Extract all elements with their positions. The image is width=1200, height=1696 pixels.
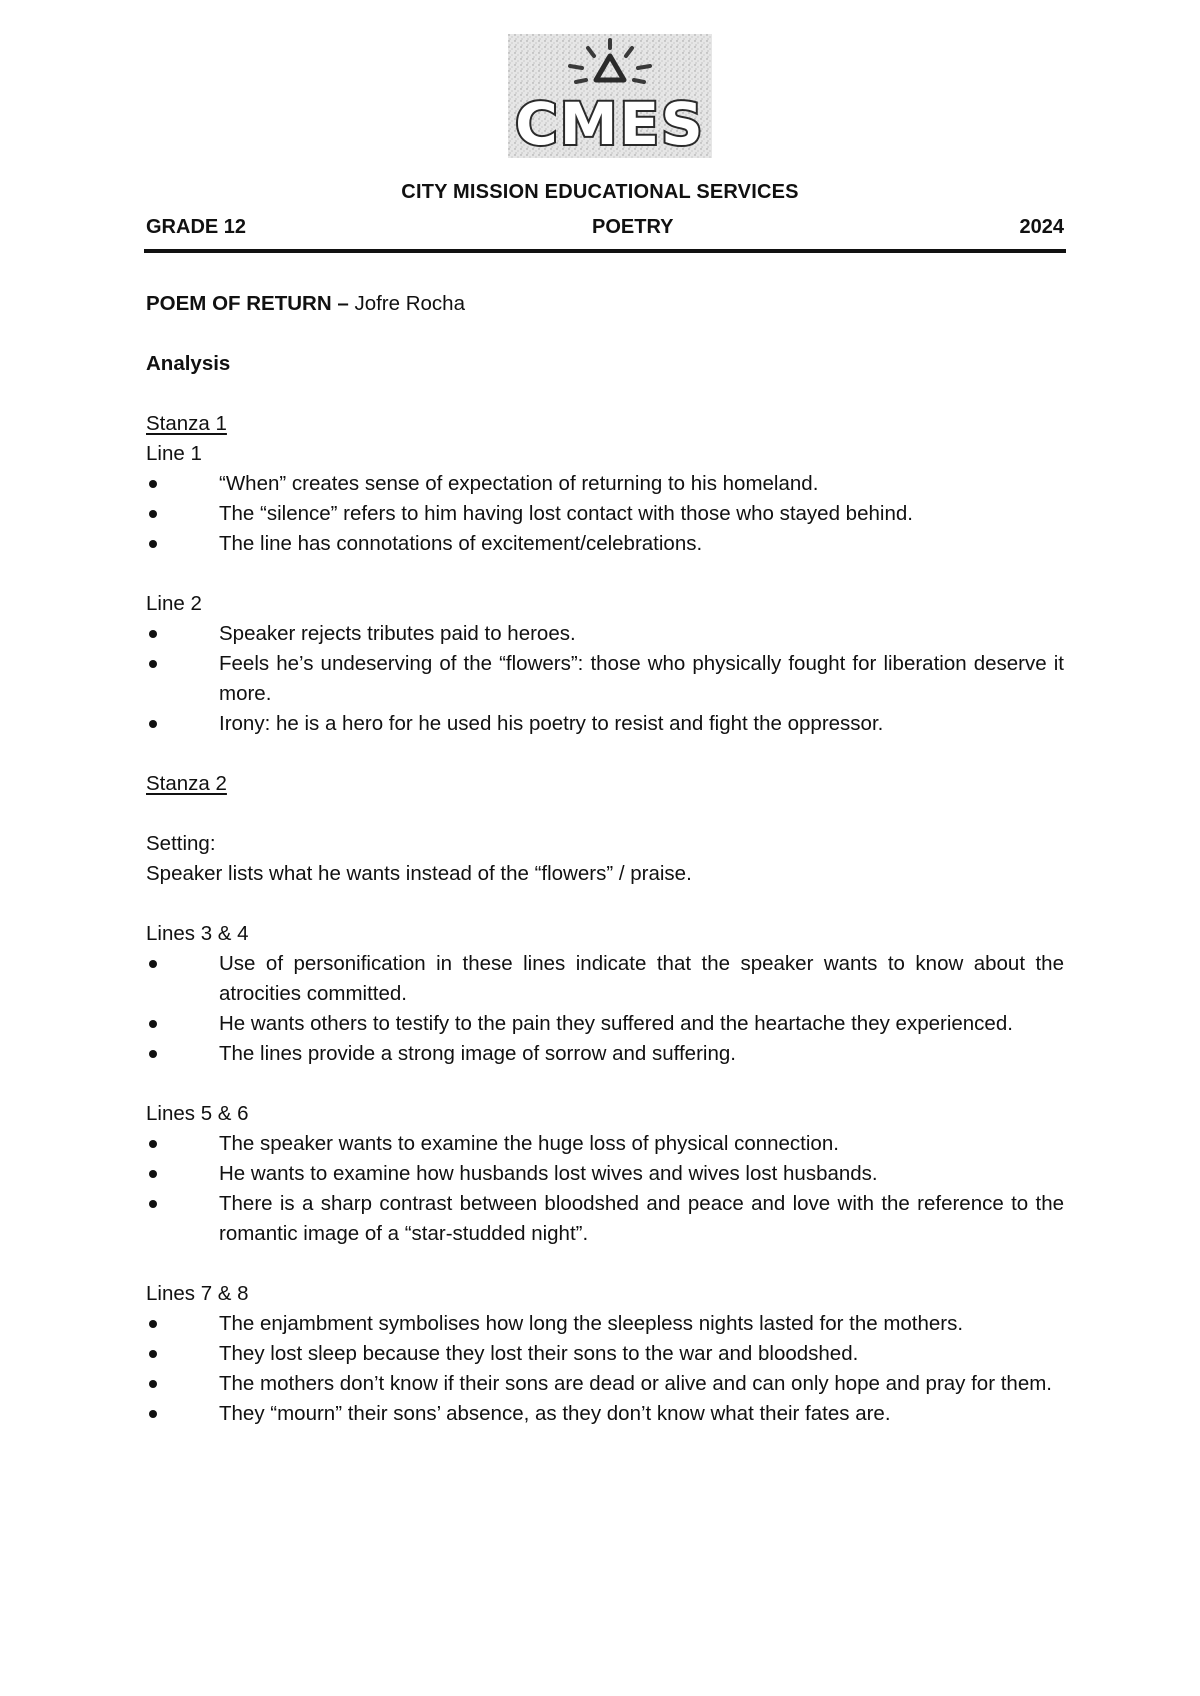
- line-2-bullets: [146, 619, 1064, 739]
- line-2-label: Line 2: [146, 592, 202, 615]
- cmes-logo: [508, 34, 712, 158]
- spacer: [146, 379, 1064, 409]
- poem-author: Jofre Rocha: [348, 292, 465, 315]
- list-item: Use of personification in these lines indicate that the speaker wants to know about the atrocities committed.: [146, 949, 1064, 1009]
- spacer: [146, 1069, 1064, 1099]
- setting-label: Setting:: [146, 832, 216, 855]
- list-item: The speaker wants to examine the huge loss of physical connection.: [146, 1129, 1064, 1159]
- lines-3-4-bullets: [146, 949, 1064, 1069]
- spacer: [146, 739, 1064, 769]
- spacer: [146, 559, 1064, 589]
- stanza-1-heading: Stanza 1: [146, 412, 227, 435]
- lines-3-4-label: Lines 3 & 4: [146, 922, 249, 945]
- year-label: 2024: [1019, 216, 1064, 238]
- list-item: He wants to examine how husbands lost wives and wives lost husbands.: [146, 1159, 1064, 1189]
- poem-title-text: POEM OF RETURN –: [146, 292, 349, 315]
- poem-title: [146, 289, 1064, 319]
- list-item: Irony: he is a hero for he used his poetry to resist and fight the oppressor.: [146, 709, 1064, 739]
- spacer: [146, 889, 1064, 919]
- lines-7-8-label: Lines 7 & 8: [146, 1282, 249, 1305]
- stanza-2-heading: Stanza 2: [146, 772, 227, 795]
- header-divider: [144, 249, 1066, 253]
- list-item: The line has connotations of excitement/celebrations.: [146, 529, 1064, 559]
- lines-7-8-bullets: [146, 1309, 1064, 1429]
- grade-label: GRADE 12: [146, 216, 247, 238]
- analysis-heading: Analysis: [146, 352, 231, 375]
- lines-5-6-label: Lines 5 & 6: [146, 1102, 249, 1125]
- line-1-label: Line 1: [146, 442, 202, 465]
- list-item: “When” creates sense of expectation of returning to his homeland.: [146, 469, 1064, 499]
- setting-text: Speaker lists what he wants instead of the “flowers” / praise.: [146, 862, 692, 885]
- organisation-name: CITY MISSION EDUCATIONAL SERVICES: [401, 181, 799, 203]
- spacer: [146, 1249, 1064, 1279]
- list-item: Speaker rejects tributes paid to heroes.: [146, 619, 1064, 649]
- spacer: [146, 799, 1064, 829]
- list-item: He wants others to testify to the pain they suffered and the heartache they experienced.: [146, 1009, 1064, 1039]
- list-item: The mothers don’t know if their sons are dead or alive and can only hope and pray for them.: [146, 1369, 1064, 1399]
- list-item: They lost sleep because they lost their sons to the war and bloodshed.: [146, 1339, 1064, 1369]
- header-meta-row: [146, 216, 1064, 239]
- list-item: Feels he’s undeserving of the “flowers”: those who physically fought for liberation deserve it more.: [146, 649, 1064, 709]
- svg-text:CMES: CMES: [515, 90, 705, 158]
- line-1-bullets: [146, 469, 1064, 559]
- list-item: The lines provide a strong image of sorrow and suffering.: [146, 1039, 1064, 1069]
- lines-5-6-bullets: [146, 1129, 1064, 1249]
- list-item: The enjambment symbolises how long the sleepless nights lasted for the mothers.: [146, 1309, 1064, 1339]
- document-body: [146, 289, 1064, 1429]
- list-item: They “mourn” their sons’ absence, as they don’t know what their fates are.: [146, 1399, 1064, 1429]
- subject-label: POETRY: [592, 216, 674, 238]
- list-item: There is a sharp contrast between bloodshed and peace and love with the reference to the romantic image of a “star-studded night”.: [146, 1189, 1064, 1249]
- list-item: The “silence” refers to him having lost contact with those who stayed behind.: [146, 499, 1064, 529]
